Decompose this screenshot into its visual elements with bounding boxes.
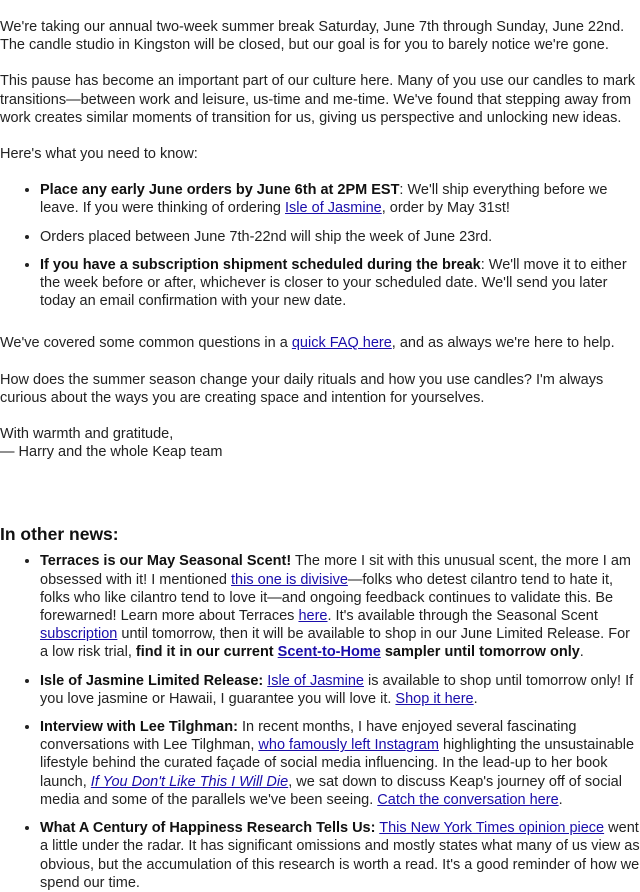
news-text: went a little under the radar. It has significant omissions and mostly states what many of us view as obvious, but the accumulation of this research is worth a read. It's a good reminder of how we spend our time. [40,820,640,891]
signoff [0,425,640,461]
break-notes-list [0,181,640,310]
nyt-opinion-link[interactable]: This New York Times opinion piece [379,820,605,837]
news-text: , we sat down to discuss Keap's journey off of social media and some of the parallels we've been seeing. [40,773,622,808]
note-text: : We'll ship everything before we leave. If you were thinking of ordering [40,182,608,217]
faq-link[interactable]: quick FAQ here [291,335,392,352]
other-news-heading: In other news: [0,524,119,545]
intro-paragraph-2: This pause has become an important part of our culture here. Many of you use our candles to mark transitions—between work and leisure, us-time and me-time. We've found that stepping away from work creates similar moments of transition for us, giving us perspective and unlocking new ideas. [0,73,636,126]
other-news-list [0,552,640,891]
news-text: until tomorrow, then it will be available to shop in our June Limited Release. For a low risk trial, [40,626,630,661]
list-item [40,672,640,708]
book-title-link[interactable]: If You Don't Like This I Will Die [90,773,289,790]
news-bold: Terraces is our May Seasonal Scent! [40,553,292,570]
note-text: : We'll move it to either the week before or after, whichever is closer to your scheduled date. We'll send you later today an email confirmation with your new date. [40,256,627,310]
left-instagram-link[interactable]: who famously left Instagram [258,737,439,754]
faq-paragraph [0,334,640,352]
list-item [40,552,640,661]
note-text: , order by May 31st! [381,200,510,217]
note-bold: If you have a subscription shipment scheduled during the break [40,256,481,273]
news-text: highlighting the unsustainable lifestyle behind the curated façade of social media influencing. In the lead-up to her book launch, [40,737,635,790]
intro-paragraph-3: Here's what you need to know: [0,146,198,163]
news-bold: find it in our current [135,644,278,661]
list-item [40,228,640,246]
news-text: . It's available through the Seasonal Scent [327,608,598,625]
terraces-here-link[interactable]: here [298,608,328,625]
news-bold: Isle of Jasmine Limited Release: [40,672,264,689]
divisive-link[interactable]: this one is divisive [231,571,348,588]
news-bold: sampler until tomorrow only [380,644,580,661]
question-paragraph: How does the summer season change your daily rituals and how you use candles? I'm always curious about the ways you are creating space and intention for yourselves. [0,371,604,406]
list-item [40,256,640,311]
shop-it-here-link[interactable]: Shop it here [395,690,474,707]
intro-paragraph-1: We're taking our annual two-week summer break Saturday, June 7th through Sunday, June 22nd. The candle studio in Kingston will be closed, but our goal is for you to barely notice we're gone. [0,19,625,54]
note-text: Orders placed between June 7th-22nd will ship the week of June 23rd. [40,228,493,245]
scent-to-home-link[interactable]: Scent-to-Home [277,644,381,661]
news-text: In recent months, I have enjoyed several fascinating conversations with Lee Tilghman, [40,719,577,754]
note-bold: Place any early June orders by June 6th at 2PM EST [40,182,400,199]
signoff-line-2: — Harry and the whole Keap team [0,444,223,461]
subscription-link[interactable]: subscription [40,626,118,643]
signoff-line-1: With warmth and gratitude, [0,426,174,443]
news-bold: What A Century of Happiness Research Tells Us: [40,820,376,837]
news-text: is available to shop until tomorrow only! If you love jasmine or Hawaii, I guarantee you will love it. [40,672,634,707]
news-text: The more I sit with this unusual scent, the more I am obsessed with it! I mentioned [40,553,632,588]
faq-text: , and as always we're here to help. [391,335,615,352]
conversation-link[interactable]: Catch the conversation here [377,791,559,808]
news-text: . [558,791,563,808]
news-text: . [579,644,584,661]
news-text: . [473,690,478,707]
list-item [40,718,640,809]
isle-of-jasmine-link[interactable]: Isle of Jasmine [267,672,364,689]
list-item [40,181,640,217]
news-text: —folks who detest cilantro tend to hate it, folks who like cilantro tend to love it—and ongoing feedback continues to validate this. Be forewarned! Learn more about Terraces [40,571,614,625]
news-bold: Interview with Lee Tilghman: [40,719,238,736]
list-item [40,819,640,892]
isle-of-jasmine-link[interactable]: Isle of Jasmine [285,200,382,217]
faq-text: We've covered some common questions in a [0,335,292,352]
